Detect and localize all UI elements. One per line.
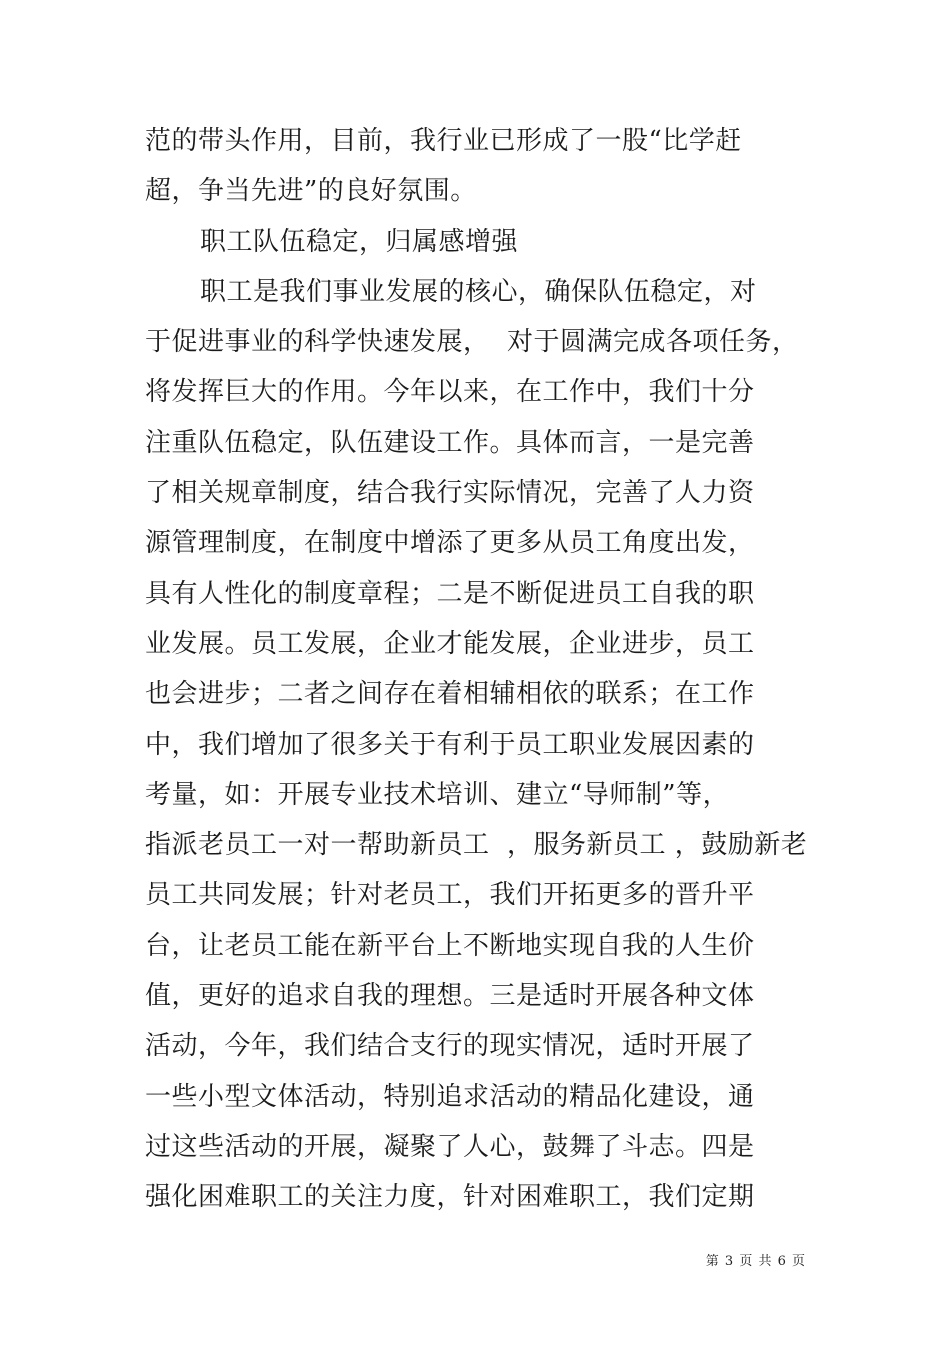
body-text xyxy=(145,116,808,1223)
text-line: 注重队伍稳定，队伍建设工作。具体而言，一是完善 xyxy=(145,427,755,458)
text-line: 超，争当先进”的良好氛围。 xyxy=(145,176,477,207)
text-line: 于促进事业的科学快速发展， 对于圆满完成各项任务， xyxy=(145,327,799,358)
text-line: 中，我们增加了很多关于有利于员工职业发展因素的 xyxy=(145,729,755,760)
text-line: 具有人性化的制度章程；二是不断促进员工自我的职 xyxy=(145,578,755,609)
text-line: 台，让老员工能在新平台上不断地实现自我的人生价 xyxy=(145,930,755,961)
text-line: 员工共同发展；针对老员工，我们开拓更多的晋升平 xyxy=(145,880,755,911)
text-line: 职工是我们事业发展的核心，确保队伍稳定，对 xyxy=(200,276,757,307)
text-line: 职工队伍稳定，归属感增强 xyxy=(200,226,519,257)
text-line: 强化困难职工的关注力度，针对困难职工，我们定期 xyxy=(145,1182,755,1213)
text-line: 指派老员工一对一帮助新员工 ，服务新员工 ，鼓励新老 xyxy=(145,830,808,861)
text-line: 考量，如：开展专业技术培训、建立“导师制”等， xyxy=(145,779,730,810)
text-line: 将发挥巨大的作用。今年以来，在工作中，我们十分 xyxy=(145,377,755,408)
text-line: 范的带头作用，目前，我行业已形成了一股“比学赶 xyxy=(145,126,742,156)
text-line: 源管理制度，在制度中增添了更多从员工角度出发， xyxy=(145,528,755,559)
page-number-footer: 第 3 页 共 6 页 xyxy=(705,1254,806,1269)
text-line: 活动，今年，我们结合支行的现实情况，适时开展了 xyxy=(145,1031,755,1062)
text-line: 了相关规章制度，结合我行实际情况，完善了人力资 xyxy=(145,478,755,509)
text-line: 一些小型文体活动，特别追求活动的精品化建设，通 xyxy=(145,1081,755,1112)
text-line: 值，更好的追求自我的理想。三是适时开展各种文体 xyxy=(145,981,755,1012)
text-line: 过这些活动的开展，凝聚了人心，鼓舞了斗志。四是 xyxy=(145,1131,755,1162)
text-line: 也会进步；二者之间存在着相辅相依的联系；在工作 xyxy=(145,679,755,710)
text-line: 业发展。员工发展，企业才能发展，企业进步，员工 xyxy=(145,628,755,659)
